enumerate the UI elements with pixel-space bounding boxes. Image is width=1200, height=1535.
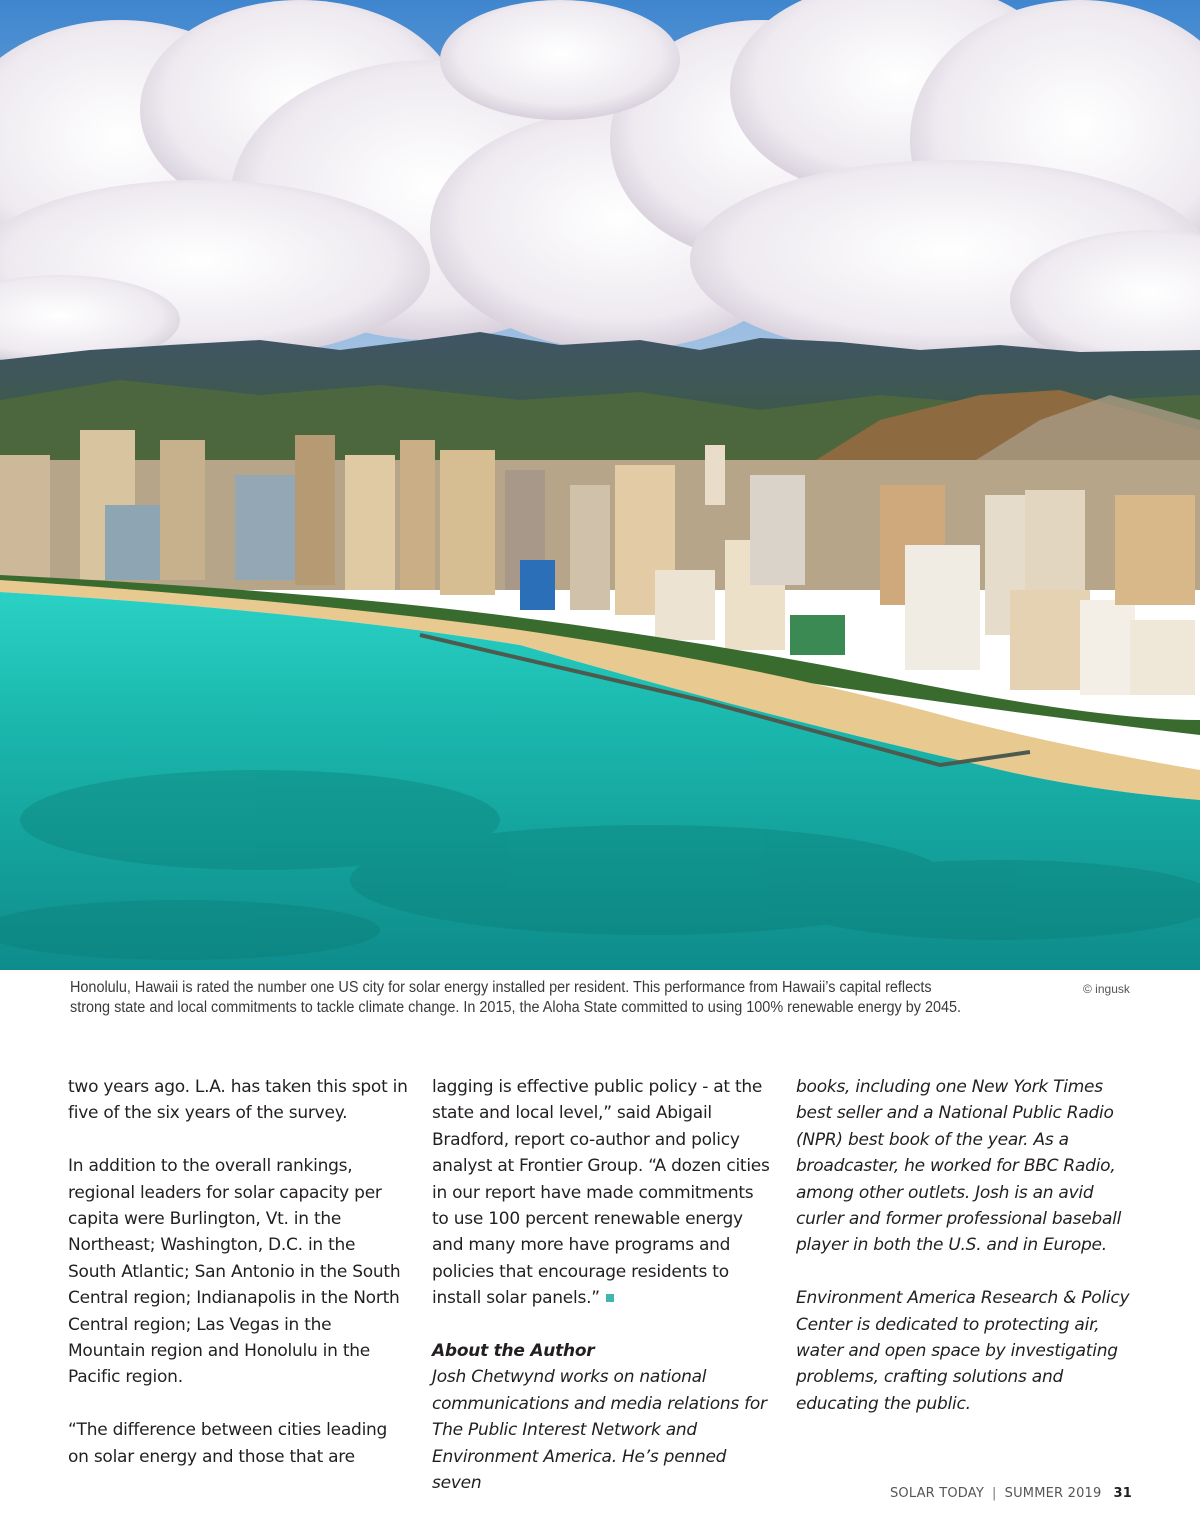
photo-credit: © ingusk bbox=[1083, 982, 1130, 996]
article-column-2 bbox=[432, 1074, 772, 1496]
about-author-block bbox=[432, 1338, 772, 1496]
publication-name: SOLAR TODAY bbox=[889, 1486, 985, 1501]
paragraph: In addition to the overall rankings, regional leaders for solar capacity per capita were Burlington, Vt. in the Northeast; Washington, D.C. in the South Atlantic; San Antonio in the South Central region; Indianapolis in the North Central region; Las Vegas in the Mountain region and Honolulu in the Pacific region. bbox=[68, 1156, 401, 1388]
paragraph: two years ago. L.A. has taken this spot in five of the six years of the survey. bbox=[68, 1077, 408, 1124]
end-of-article-mark-icon bbox=[606, 1294, 614, 1302]
about-author-heading: About the Author bbox=[432, 1341, 595, 1362]
page-number: 31 bbox=[1113, 1486, 1132, 1501]
paragraph-text: lagging is effective public policy - at the state and local level,” said Abigail Bradford, report co-author and policy analyst at Frontier Group. “A dozen cities in our report have made commitments to use 100 percent renewable energy and many more have programs and policies that encourage residents to install solar panels.” bbox=[432, 1077, 770, 1309]
footer-separator: | bbox=[992, 1486, 997, 1501]
photo-caption: Honolulu, Hawaii is rated the number one US city for solar energy installed per resident. This performance from Hawaii’s capital reflects strong state and local commitments to tackle climate change. In 2015, the Aloha State committed to using 100% renewable energy by 2045. bbox=[70, 979, 962, 1016]
paragraph: “The difference between cities leading on solar energy and those that are bbox=[68, 1420, 388, 1467]
paragraph-with-end-mark bbox=[432, 1074, 772, 1312]
organization-description: Environment America Research & Policy Center is dedicated to protecting air, water and open space by investigating problems, crafting solutions and educating the public. bbox=[796, 1288, 1130, 1414]
article-column-1 bbox=[68, 1074, 408, 1470]
issue-label: SUMMER 2019 bbox=[1004, 1486, 1102, 1501]
page-footer bbox=[890, 1486, 1132, 1501]
author-bio: Josh Chetwynd works on national communications and media relations for The Public Interest Network and Environment America. He’s penned seven bbox=[432, 1367, 767, 1494]
author-bio-continued: books, including one New York Times best seller and a National Public Radio (NPR) best book of the year. As a broadcaster, he worked for BBC Radio, among other outlets. Josh is an avid curler and former professional baseball player in both the U.S. and in Europe. bbox=[796, 1077, 1122, 1256]
article-column-3 bbox=[796, 1074, 1136, 1417]
